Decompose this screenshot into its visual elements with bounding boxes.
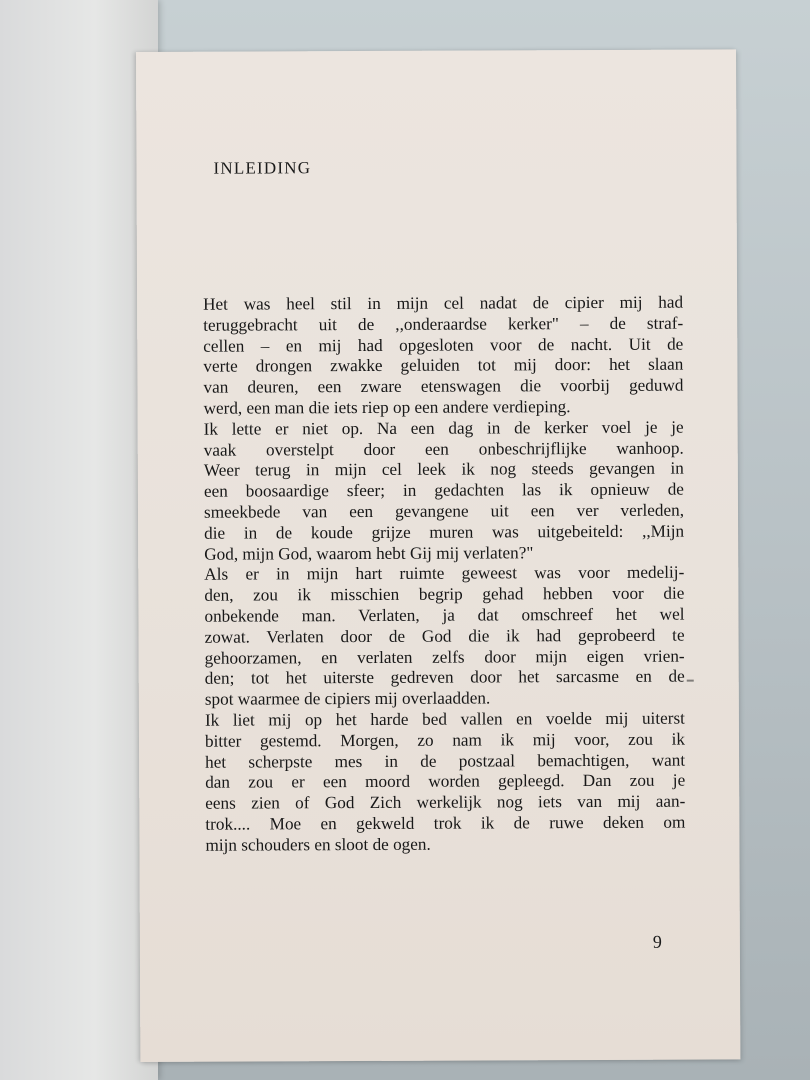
text-line: trok.... Moe en gekweld trok ik de ruwe deken om <box>205 812 686 834</box>
ink-mark <box>687 680 694 682</box>
chapter-title: INLEIDING <box>213 158 312 178</box>
text-line: verte drongen zwakke geluiden tot mij door: het slaan <box>203 355 684 377</box>
text-line: van deuren, een zware etenswagen die voorbij geduwd <box>203 375 684 397</box>
text-line: den, zou ik misschien begrip gehad hebben voor die <box>204 583 685 605</box>
text-line: teruggebracht uit de ,,onderaardse kerker" – de straf- <box>203 313 684 335</box>
text-line: bitter gestemd. Morgen, zo nam ik mij voor, zou ik <box>204 729 686 751</box>
text-line: God, mijn God, waarom hebt Gij mij verlaten?" <box>204 542 534 564</box>
text-line: Ik liet mij op het harde bed vallen en voelde mij uiterst <box>204 708 685 730</box>
text-line: Het was heel stil in mijn cel nadat de cipier mij had <box>203 292 684 314</box>
text-line: smeekbede van een gevangene uit een ver verleden, <box>203 500 685 522</box>
text-line: vaak overstelpt door een onbeschrijflijke wanhoop. <box>203 438 684 460</box>
body-text <box>203 293 685 857</box>
book-page <box>136 49 740 1062</box>
text-line: die in de koude grijze muren was uitgebeiteld: ,,Mijn <box>204 521 685 543</box>
text-line: Weer terug in mijn cel leek ik nog steeds gevangen in <box>203 458 684 481</box>
text-line: Als er in mijn hart ruimte geweest was voor medelij- <box>204 562 685 585</box>
text-line: mijn schouders en sloot de ogen. <box>205 834 431 855</box>
text-line: werd, een man die iets riep op een andere verdieping. <box>203 397 571 418</box>
text-line: eens zien of God Zich werkelijk nog iets van mij aan- <box>205 791 686 813</box>
text-line: onbekende man. Verlaten, ja dat omschreef het wel <box>204 604 685 626</box>
text-line: spot waarmee de cipiers mij overlaadden. <box>204 688 491 709</box>
facing-page <box>0 0 158 1080</box>
text-line: het scherpste mes in de postzaal bemachtigen, want <box>205 750 686 772</box>
page-number: 9 <box>652 931 662 952</box>
text-line: een boosaardige sfeer; in gedachten las ik opnieuw de <box>203 479 684 501</box>
text-line: dan zou er een moord worden gepleegd. Dan zou je <box>205 770 686 793</box>
text-line: Ik lette er niet op. Na een dag in de kerker voel je je <box>203 417 684 439</box>
text-line: cellen – en mij had opgesloten voor de nacht. Uit de <box>203 334 684 356</box>
text-line: zowat. Verlaten door de God die ik had geprobeerd te <box>204 625 685 647</box>
text-line: den; tot het uiterste gedreven door het sarcasme en de <box>204 666 685 689</box>
text-line: gehoorzamen, en verlaten zelfs door mijn eigen vrien- <box>204 646 685 668</box>
